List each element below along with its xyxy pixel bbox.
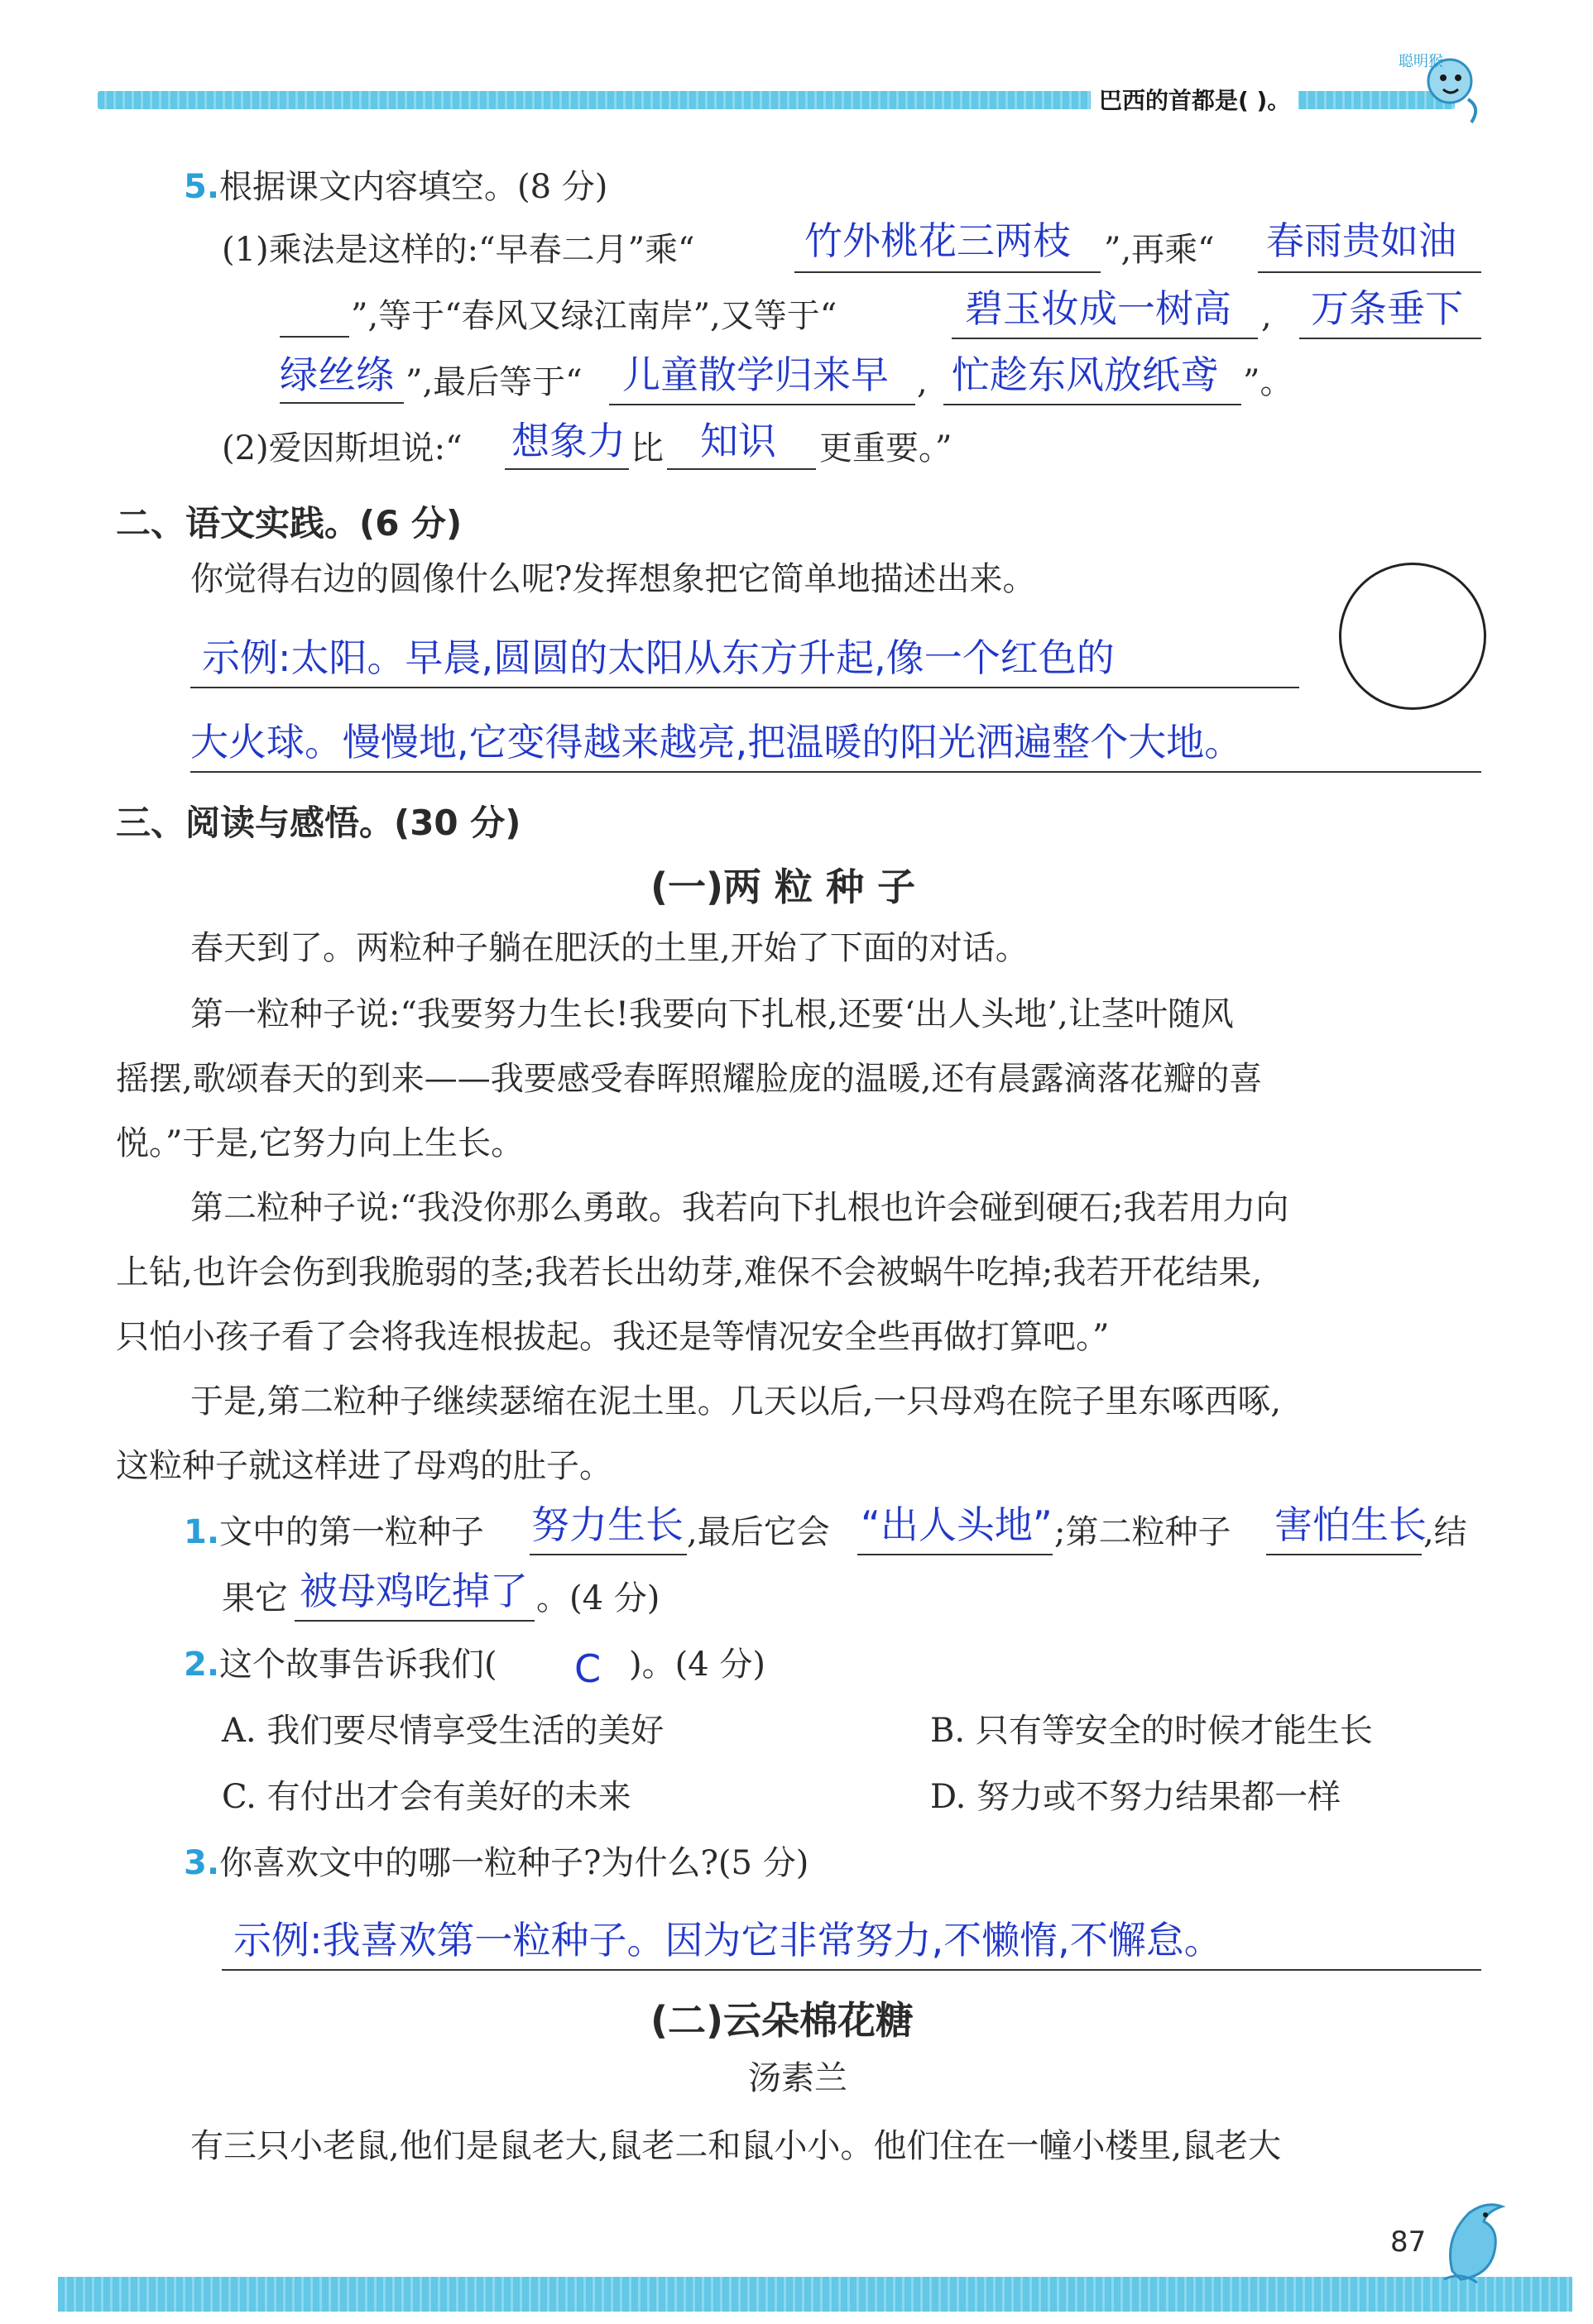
- dolphin-icon: [1436, 2197, 1510, 2288]
- q5-answer-6: 忙趁东风放纸鸢: [952, 352, 1218, 397]
- mascot-label: 聪明猴: [1399, 53, 1443, 70]
- q5-blank-2: [1258, 271, 1481, 273]
- q1-text-2: ,最后它会: [687, 1513, 830, 1551]
- q1-text-4: ,结: [1423, 1513, 1467, 1551]
- q5-p1-e: ”,最后等于“: [405, 363, 583, 401]
- q1-text-3: ;第二粒种子: [1054, 1513, 1231, 1551]
- q1-text-5: 果它: [222, 1579, 288, 1617]
- header-question: 巴西的首都是( )。: [1091, 83, 1298, 116]
- q3-answer: 示例:我喜欢第一粒种子。因为它非常努力,不懒惰,不懈怠。: [233, 1918, 1222, 1962]
- q2-text: 2.这个故事告诉我们(: [184, 1646, 497, 1684]
- story-1-line-5: 第二粒种子说:“我没你那么勇敢。我若向下扎根也许会碰到硬石;我若用力向: [190, 1189, 1289, 1227]
- footer-band: [58, 2277, 1572, 2312]
- section-2-title: 二、语文实践。(6 分): [116, 503, 463, 544]
- q5-p1-a: (1)乘法是这样的:“早春二月”乘“: [222, 231, 695, 269]
- q5-blank-7: [505, 468, 629, 470]
- q5-answer-5: 儿童散学归来早: [622, 352, 889, 397]
- q1-text-1: 1.文中的第一粒种子: [184, 1513, 485, 1551]
- story-1-line-7: 只怕小孩子看了会将我连根拔起。我还是等情况安全些再做打算吧。”: [116, 1318, 1110, 1356]
- section-2-answer-line-1: 示例:太阳。早晨,圆圆的太阳从东方升起,像一个红色的: [202, 635, 1115, 680]
- story-2-title: (二)云朵棉花糖: [650, 1998, 914, 2043]
- story-1-title: (一)两 粒 种 子: [650, 865, 916, 909]
- q5-blank-4: [1299, 338, 1481, 339]
- q1-blank-4: [295, 1620, 535, 1622]
- q5-p1-c: ”,等于“春风又绿江南岸”,又等于“: [351, 297, 837, 335]
- q1-answer-2: “出人头地”: [861, 1502, 1053, 1547]
- section-3-title: 三、阅读与感悟。(30 分): [116, 803, 521, 843]
- story-1-line-4: 悦。”于是,它努力向上生长。: [116, 1124, 525, 1162]
- q1-text-6: 。(4 分): [536, 1579, 660, 1617]
- q2-option-a: A. 我们要尽情享受生活的美好: [222, 1712, 665, 1750]
- monkey-mascot-icon: [1392, 41, 1483, 132]
- q5-blank-2-cont: [280, 336, 349, 338]
- q2-answer: C: [574, 1646, 602, 1691]
- q5-p1-d: ,: [1261, 297, 1272, 335]
- q5-p2-a: (2)爱因斯坦说:“: [222, 429, 463, 467]
- q3-answer-rule: [222, 1969, 1481, 1971]
- q5-p2-c: 更重要。”: [819, 429, 952, 467]
- q1-blank-3: [1266, 1554, 1422, 1555]
- q1-blank-1: [530, 1554, 687, 1555]
- q5-p1-b: ”,再乘“: [1104, 231, 1215, 269]
- story-1-line-8: 于是,第二粒种子继续瑟缩在泥土里。几天以后,一只母鸡在院子里东啄西啄,: [190, 1382, 1282, 1421]
- q5-answer-2: 春雨贵如油: [1266, 218, 1456, 263]
- q5-answer-8: 知识: [700, 419, 776, 463]
- q1-answer-1: 努力生长: [531, 1502, 684, 1547]
- story-1-line-6: 上钻,也许会伤到我脆弱的茎;我若长出幼芽,难保不会被蜗牛吃掉;我若开花结果,: [116, 1253, 1263, 1291]
- page-number: 87: [1390, 2226, 1427, 2259]
- q5-answer-7: 想象力: [511, 419, 626, 463]
- q3-text: 3.你喜欢文中的哪一粒种子?为什么?(5 分): [184, 1844, 809, 1882]
- q5-p1-f: ,: [917, 363, 928, 401]
- q5-blank-4b: [280, 402, 404, 404]
- q2-text-2: )。(4 分): [629, 1646, 765, 1684]
- q5-blank-3: [952, 338, 1258, 339]
- q2-option-c: C. 有付出才会有美好的未来: [222, 1778, 631, 1816]
- circle-figure: [1339, 563, 1486, 710]
- q5-answer-1: 竹外桃花三两枝: [804, 218, 1071, 263]
- section-2-answer-rule-1: [190, 687, 1299, 688]
- story-2-author: 汤素兰: [748, 2059, 847, 2097]
- section-2-prompt: 你觉得右边的圆像什么呢?发挥想象把它简单地描述出来。: [190, 560, 1036, 598]
- q5-heading: 5.根据课文内容填空。(8 分): [184, 168, 608, 206]
- q2-option-b: B. 只有等安全的时候才能生长: [930, 1712, 1373, 1750]
- q5-blank-6: [943, 404, 1241, 405]
- q5-p1-g: ”。: [1243, 363, 1293, 401]
- q5-answer-4b: 绿丝绦: [280, 352, 394, 397]
- story-1-line-1: 春天到了。两粒种子躺在肥沃的土里,开始了下面的对话。: [190, 929, 1029, 967]
- story-1-line-9: 这粒种子就这样进了母鸡的肚子。: [116, 1447, 612, 1485]
- q5-blank-5: [609, 404, 915, 405]
- q5-p2-b: 比: [631, 429, 664, 467]
- q1-answer-4: 被母鸡吃掉了: [300, 1569, 528, 1613]
- q2-option-d: D. 努力或不努力结果都一样: [930, 1778, 1341, 1816]
- q5-answer-4: 万条垂下: [1311, 286, 1463, 331]
- q1-blank-2: [857, 1554, 1053, 1555]
- q5-answer-3: 碧玉妆成一树高: [965, 286, 1231, 331]
- story-1-line-3: 摇摆,歌颂春天的到来——我要感受春晖照耀脸庞的温暖,还有晨露滴落花瓣的喜: [116, 1060, 1263, 1098]
- q5-blank-8: [667, 468, 816, 470]
- section-2-answer-rule-2: [190, 771, 1481, 773]
- story-2-line-1: 有三只小老鼠,他们是鼠老大,鼠老二和鼠小小。他们住在一幢小楼里,鼠老大: [190, 2127, 1282, 2165]
- section-2-answer-line-2: 大火球。慢慢地,它变得越来越亮,把温暖的阳光洒遍整个大地。: [190, 720, 1243, 764]
- story-1-line-2: 第一粒种子说:“我要努力生长!我要向下扎根,还要‘出人头地’,让茎叶随风: [190, 995, 1234, 1033]
- q1-answer-3: 害怕生长: [1274, 1502, 1427, 1547]
- q5-blank-1: [794, 271, 1101, 273]
